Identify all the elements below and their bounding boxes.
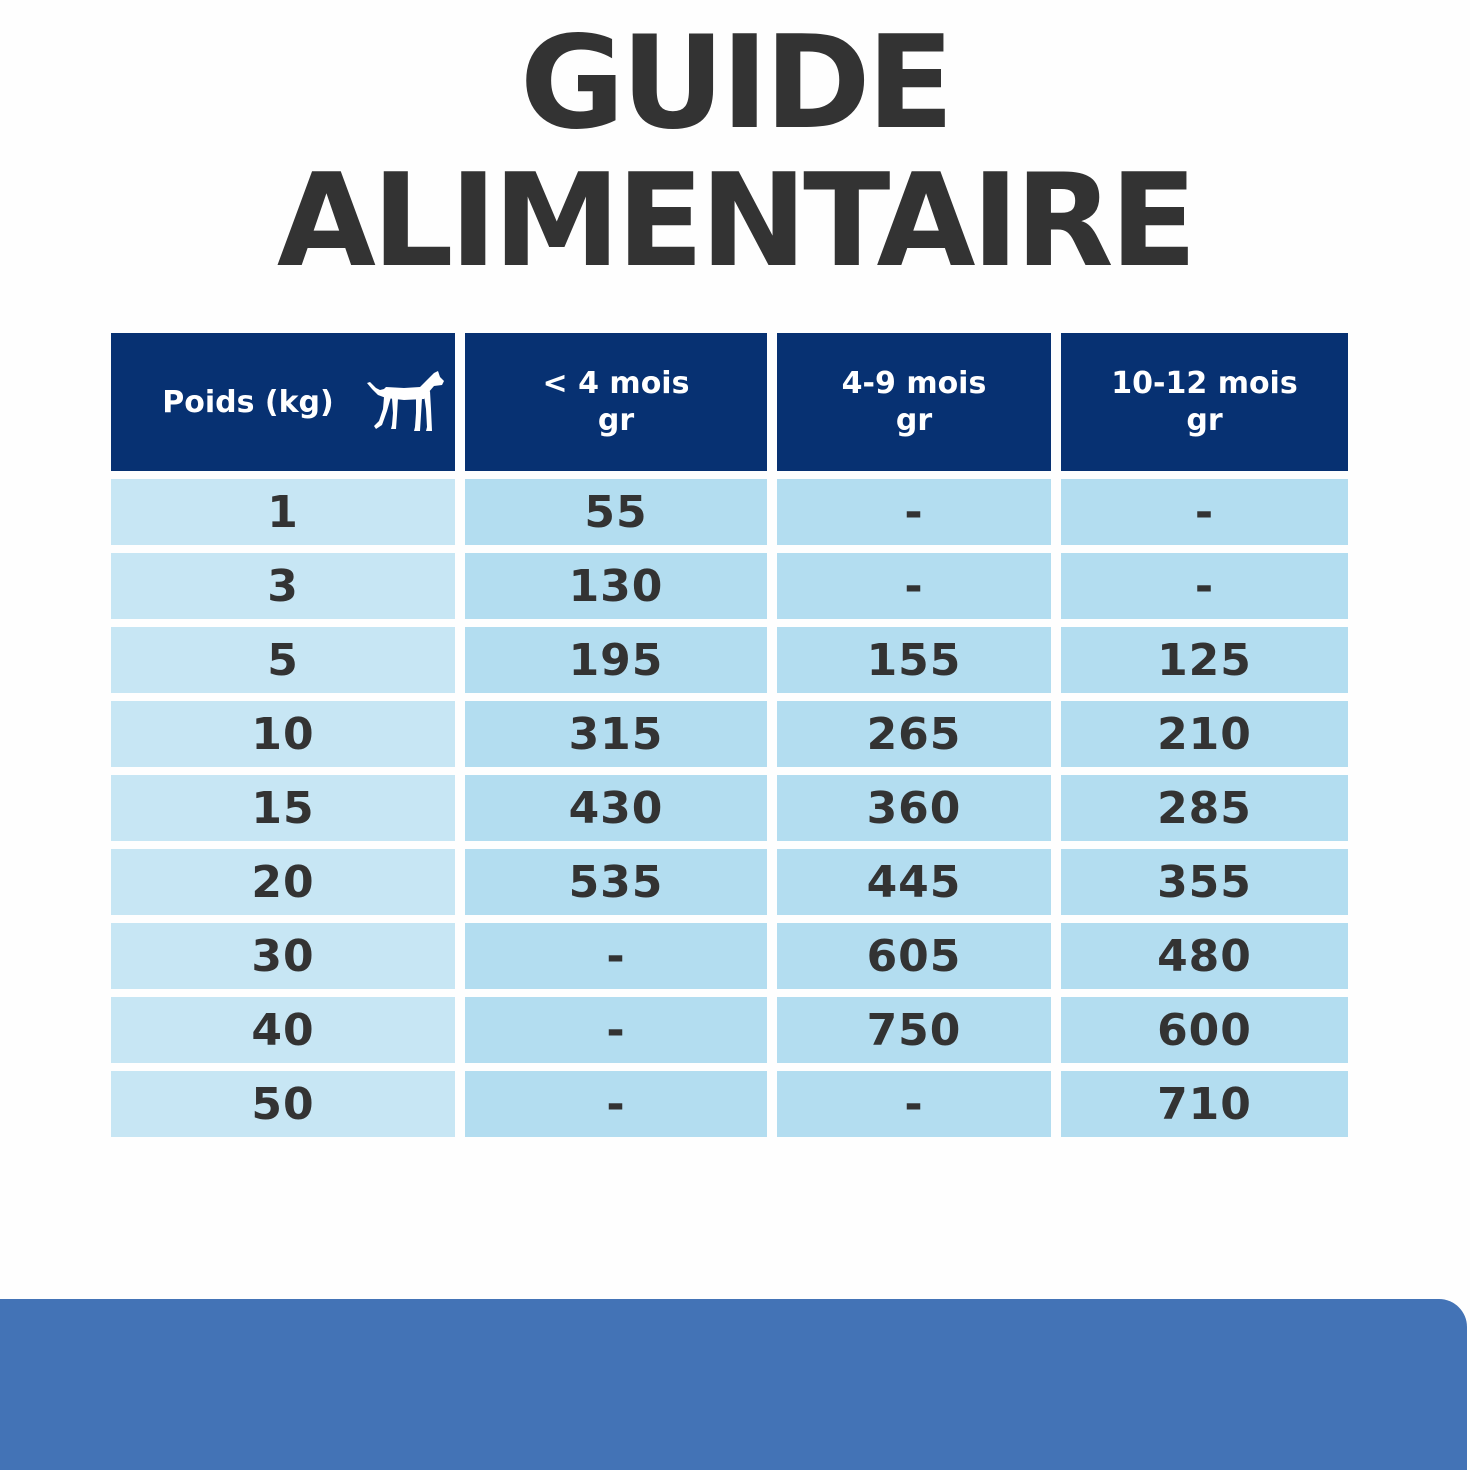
value-cell: 480 [1061, 923, 1348, 989]
value-cell: 130 [465, 553, 767, 619]
page-title [0, 9, 1470, 296]
weight-cell: 20 [111, 849, 455, 915]
header-col-10-12: 10-12 mois gr [1061, 333, 1348, 471]
weight-cell: 15 [111, 775, 455, 841]
value-cell: - [777, 479, 1051, 545]
value-cell: - [1061, 479, 1348, 545]
value-cell: - [777, 1071, 1051, 1137]
value-cell: 535 [465, 849, 767, 915]
weight-cell: 30 [111, 923, 455, 989]
value-cell: 430 [465, 775, 767, 841]
footer-band [0, 1299, 1467, 1470]
weight-cell: 40 [111, 997, 455, 1063]
header-col-4-9: 4-9 mois gr [777, 333, 1051, 471]
value-cell: 360 [777, 775, 1051, 841]
weight-cell: 3 [111, 553, 455, 619]
title-line-2: ALIMENTAIRE [276, 147, 1194, 296]
value-cell: 155 [777, 627, 1051, 693]
weight-cell: 50 [111, 1071, 455, 1137]
weight-cell: 5 [111, 627, 455, 693]
value-cell: 265 [777, 701, 1051, 767]
value-cell: 355 [1061, 849, 1348, 915]
value-cell: 445 [777, 849, 1051, 915]
value-cell: - [465, 923, 767, 989]
value-cell: 55 [465, 479, 767, 545]
value-cell: 600 [1061, 997, 1348, 1063]
value-cell: 210 [1061, 701, 1348, 767]
header-col-under-4: < 4 mois gr [465, 333, 767, 471]
value-cell: - [465, 997, 767, 1063]
value-cell: 315 [465, 701, 767, 767]
title-line-1: GUIDE [519, 9, 951, 158]
value-cell: - [1061, 553, 1348, 619]
value-cell: - [777, 553, 1051, 619]
header-weight [111, 333, 455, 471]
value-cell: 710 [1061, 1071, 1348, 1137]
header-weight-label: Poids (kg) [162, 384, 334, 420]
weight-cell: 10 [111, 701, 455, 767]
value-cell: 605 [777, 923, 1051, 989]
dog-icon [364, 369, 446, 435]
feeding-table [111, 333, 1348, 1137]
value-cell: 285 [1061, 775, 1348, 841]
value-cell: - [465, 1071, 767, 1137]
value-cell: 125 [1061, 627, 1348, 693]
weight-cell: 1 [111, 479, 455, 545]
value-cell: 195 [465, 627, 767, 693]
value-cell: 750 [777, 997, 1051, 1063]
